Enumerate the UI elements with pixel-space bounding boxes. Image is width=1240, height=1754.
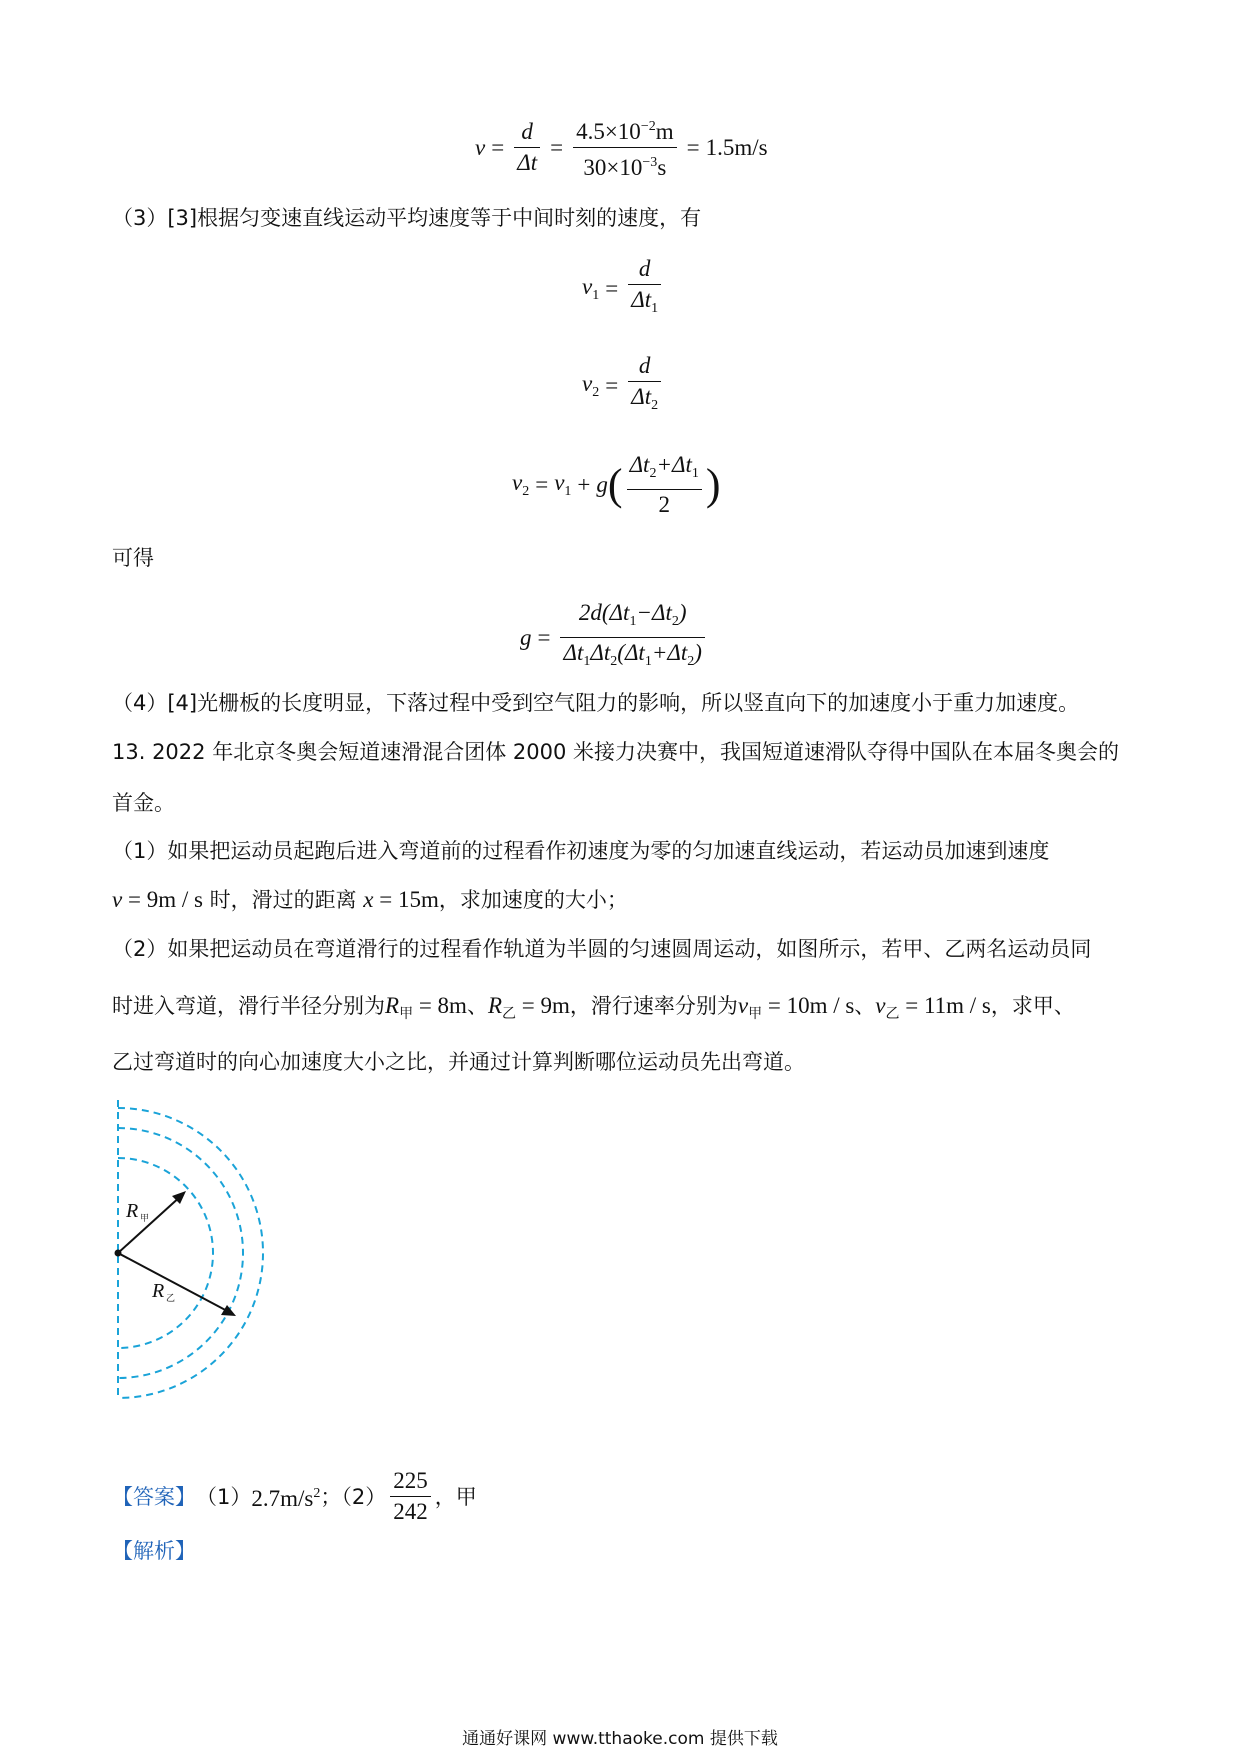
eq-g-num-minus: −Δt — [636, 600, 672, 625]
eq-g-den-c: Δt — [624, 640, 645, 665]
eq-g-den-d-sub: 2 — [687, 654, 695, 669]
paragraph-part3: （3）[3]根据匀变速直线运动平均速度等于中间时刻的速度，有 — [112, 206, 702, 230]
q13-p2-R2: R — [487, 993, 502, 1018]
eq-v2-den: Δt — [631, 384, 652, 409]
q13-p2-yi: 乙 — [502, 1006, 516, 1022]
arrow-r-yi — [118, 1253, 231, 1313]
answer-sep: ；（2） — [320, 1484, 387, 1509]
eq-v1-den: Δt — [631, 287, 652, 312]
eq-v1-num: d — [628, 254, 661, 285]
eq-v2b-num-b-sub: 1 — [691, 466, 699, 481]
eq-v-lhs: v — [475, 134, 486, 160]
answer-tag: 【答案】 — [112, 1484, 196, 1509]
eq-g-den-b: Δt — [590, 640, 611, 665]
answer-frac — [390, 1466, 431, 1527]
eq-v2-den-sub: 2 — [651, 398, 659, 413]
eq-g-num-a: Δt — [609, 600, 630, 625]
q13-p2-vj-sub: 甲 — [748, 1006, 763, 1022]
q13-p2-vy-sub: 乙 — [885, 1006, 900, 1022]
question-13-part2-line1: （2）如果把运动员在弯道滑行的过程看作轨道为半圆的匀速圆周运动，如图所示，若甲、乙两名运动员同 — [112, 937, 1092, 961]
q13-p2-vy: v — [875, 993, 886, 1018]
eq-v2b-rhs1-sub: 1 — [564, 484, 572, 499]
eq-v2b-den: 2 — [658, 492, 670, 517]
answer-val1: 2.7m/s — [251, 1486, 314, 1511]
eq-v-num2-unit: m — [655, 119, 674, 144]
eq-v2-lhs: v — [582, 371, 593, 396]
eq-g-num-pre: 2d — [578, 600, 602, 625]
q13-p2-sep1: 、 — [466, 994, 488, 1018]
figure-inner-arc — [118, 1158, 213, 1348]
q13-p1-x-val: = 15m — [373, 887, 439, 912]
eq-v-result: 1.5m/s — [705, 134, 768, 160]
track-figure — [100, 1095, 280, 1405]
page-footer: 通通好课网 www.tthaoke.com 提供下载 — [462, 1729, 778, 1749]
question-13-part1-line2 — [112, 885, 628, 915]
question-13-line1: 13. 2022 年北京冬奥会短道速滑混合团体 2000 米接力决赛中，我国短道速滑队夺得中国队在本届冬奥会的 — [112, 740, 1119, 764]
eq-v1-frac — [628, 254, 661, 324]
eq-v-den2-unit: s — [657, 155, 667, 180]
label-r-jia: R — [126, 1200, 139, 1222]
eq-v-frac2 — [573, 112, 677, 183]
eq-v2b-lhs: v — [512, 470, 523, 495]
analysis-tag: 【解析】 — [112, 1539, 196, 1563]
eq-v2-sub: 2 — [592, 385, 600, 400]
eq-v1-lhs: v — [582, 274, 593, 299]
q13-p2-R1: R — [385, 993, 400, 1018]
equation-g: g = $\frac{2d(\Delta t_1-\Delta t_2)}{\Delta t_1\Delta t_2(\Delta t_1+\Delta t_2)}$ — [520, 598, 709, 677]
eq-v-frac1 — [514, 117, 540, 178]
eq-g-den-b-sub: 2 — [610, 654, 618, 669]
answer-line — [112, 1464, 477, 1529]
q13-p2-r2: = 9m — [516, 993, 570, 1018]
q13-p2-t2: ，求甲、 — [990, 994, 1075, 1018]
eq-g-frac: $\frac{2d(\Delta t_1-\Delta t_2)}{\Delta t_1\Delta t_2(\Delta t_1+\Delta t_2)}$ — [560, 598, 704, 677]
q13-p1-t2: ，求加速度的大小； — [438, 888, 628, 912]
answer-num: 225 — [390, 1466, 431, 1497]
equation-v2-kinematic: $v_2$ = $v_1$ + g ( $\frac{\Delta t_2+\Delta t_1}{2}$ ) — [512, 450, 721, 520]
eq-v2b-num-plus: +Δt — [656, 452, 692, 477]
eq-g-num-b-sub: 2 — [671, 614, 679, 629]
q13-p1-v-val: = 9m / s — [122, 887, 203, 912]
eq-v-num: d — [514, 117, 540, 148]
eq-v2b-g: g — [596, 472, 608, 497]
q13-p1-t1: 时，滑过的距离 — [202, 888, 364, 912]
eq-v-num2-exp: −2 — [640, 119, 656, 134]
q13-p2-vj: v — [737, 993, 749, 1018]
answer-val1-exp: 2 — [313, 1486, 321, 1501]
q13-p1-v: v — [112, 887, 123, 912]
answer-den: 242 — [393, 1499, 428, 1524]
figure-middle-arc — [118, 1128, 243, 1378]
eq-v-den2-exp: −3 — [642, 155, 658, 170]
q13-p2-r1: = 8m — [413, 993, 467, 1018]
eq-g-den-a: Δt — [563, 640, 584, 665]
equation-velocity: v = $\frac{d}{\Delta t}$ = $\frac{4.5\times 10^{-2}m}{30\times 10^{-3}s}$ = 1.5m/s — [475, 112, 768, 183]
eq-g-lhs: g — [520, 624, 532, 650]
question-13-part2-line2 — [112, 991, 1075, 1029]
q13-p2-sep2: 、 — [854, 994, 876, 1018]
eq-v1-sub: 1 — [592, 288, 600, 303]
label-r-yi-sub: 乙 — [166, 1294, 176, 1304]
eq-v2b-frac — [627, 450, 702, 520]
question-13-part1-line1: （1）如果把运动员起跑后进入弯道前的过程看作初速度为零的匀加速直线运动，若运动员加速到速度 — [112, 839, 1050, 863]
eq-v2b-num-a: Δt — [629, 452, 650, 477]
eq-v2b-num-a-sub: 2 — [649, 466, 657, 481]
equation-v1: $v_1$ = $\frac{d}{\Delta t_1}$ — [582, 254, 665, 324]
label-r-yi: R — [152, 1280, 165, 1302]
q13-p1-x: x — [363, 887, 374, 912]
eq-v-den2: 30×10 — [583, 155, 643, 180]
eq-v2-frac — [628, 351, 661, 421]
arrow-r-yi-head — [221, 1305, 236, 1316]
label-r-jia-sub: 甲 — [140, 1214, 150, 1224]
eq-v-den: Δt — [517, 150, 538, 175]
question-13-part2-line3: 乙过弯道时的向心加速度大小之比，并通过计算判断哪位运动员先出弯道。 — [112, 1050, 805, 1074]
q13-p2-jia: 甲 — [399, 1006, 414, 1022]
answer-tail: ，甲 — [434, 1484, 477, 1509]
eq-v2b-lhs-sub: 2 — [522, 484, 530, 499]
eq-v1-den-sub: 1 — [651, 301, 659, 316]
eq-g-num-a-sub: 1 — [629, 614, 637, 629]
answer-p1: （1） — [196, 1484, 252, 1509]
question-13-line2: 首金。 — [112, 791, 175, 815]
eq-v-num2: 4.5×10 — [576, 119, 641, 144]
q13-p2-v2: = 11m / s — [899, 993, 991, 1018]
eq-g-den-plus: +Δt — [651, 640, 688, 665]
eq-g-den-c-sub: 1 — [644, 654, 652, 669]
eq-g-den-a-sub: 1 — [583, 654, 591, 669]
paragraph-kede: 可得 — [112, 546, 154, 570]
eq-v2-num: d — [628, 351, 661, 382]
q13-p2-v1: = 10m / s — [762, 993, 855, 1018]
eq-v2b-rhs1: v — [554, 470, 565, 495]
paragraph-part4: （4）[4]光栅板的长度明显，下落过程中受到空气阻力的影响，所以竖直向下的加速度小于重力加速度。 — [112, 691, 1080, 715]
q13-p2-t0: 时进入弯道，滑行半径分别为 — [112, 994, 385, 1018]
equation-v2: $v_2$ = $\frac{d}{\Delta t_2}$ — [582, 351, 665, 421]
q13-p2-t1: ，滑行速率分别为 — [569, 994, 738, 1018]
